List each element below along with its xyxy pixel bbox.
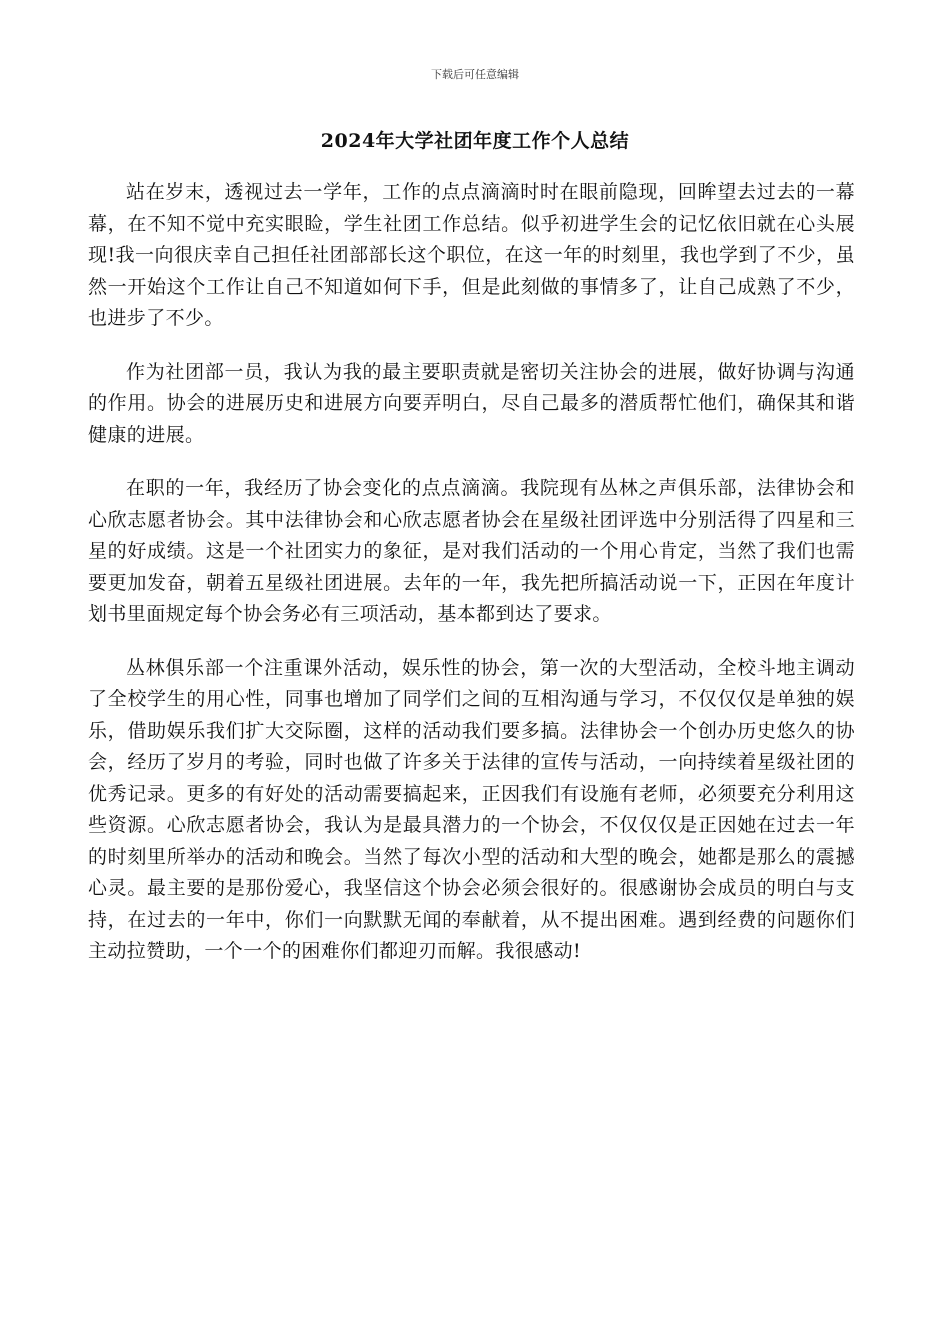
download-note: 下载后可任意编辑 <box>431 68 519 81</box>
document-title: 2024年大学社团年度工作个人总结 <box>320 130 630 152</box>
paragraph-2: 作为社团部一员，我认为我的最主要职责就是密切关注协会的进展，做好协调与沟通的作用。协会的进展历史和进展方向要弄明白，尽自己最多的潜质帮忙他们，确保其和谐健康的进展。 <box>88 360 855 446</box>
paragraph-1: 站在岁末，透视过去一学年，工作的点点滴滴时时在眼前隐现，回眸望去过去的一幕幕，在不知不觉中充实眼睑，学生社团工作总结。似乎初进学生会的记忆依旧就在心头展现!我一向很庆幸自己担任社团部部长这个职位，在这一年的时刻里，我也学到了不少，虽然一开始这个工作让自己不知道如何下手，但是此刻做的事情多了，让自己成熟了不少，也进步了不少。 <box>88 181 855 329</box>
document-body <box>88 177 855 990</box>
paragraph-3: 在职的一年，我经历了协会变化的点点滴滴。我院现有丛林之声俱乐部，法律协会和心欣志愿者协会。其中法律协会和心欣志愿者协会在星级社团评选中分别活得了四星和三星的好成绩。这是一个社团实力的象征，是对我们活动的一个用心肯定，当然了我们也需要更加发奋，朝着五星级社团进展。去年的一年，我先把所搞活动说一下，正因在年度计划书里面规定每个协会务必有三项活动，基本都到达了要求。 <box>88 477 855 625</box>
paragraph-4: 丛林俱乐部一个注重课外活动，娱乐性的协会，第一次的大型活动，全校斗地主调动了全校学生的用心性，同事也增加了同学们之间的互相沟通与学习，不仅仅仅是单独的娱乐，借助娱乐我们扩大交际圈，这样的活动我们要多搞。法律协会一个创办历史悠久的协会，经历了岁月的考验，同时也做了许多关于法律的宣传与活动，一向持续着星级社团的优秀记录。更多的有好处的活动需要搞起来，正因我们有设施有老师，必须要充分利用这些资源。心欣志愿者协会，我认为是最具潜力的一个协会，不仅仅仅是正因她在过去一年的时刻里所举办的活动和晚会。当然了每次小型的活动和大型的晚会，她都是那么的震撼心灵。最主要的是那份爱心，我坚信这个协会必须会很好的。很感谢协会成员的明白与支持，在过去的一年中，你们一向默默无闻的奉献着，从不提出困难。遇到经费的问题你们主动拉赞助，一个一个的困难你们都迎刃而解。我很感动! <box>88 656 855 962</box>
